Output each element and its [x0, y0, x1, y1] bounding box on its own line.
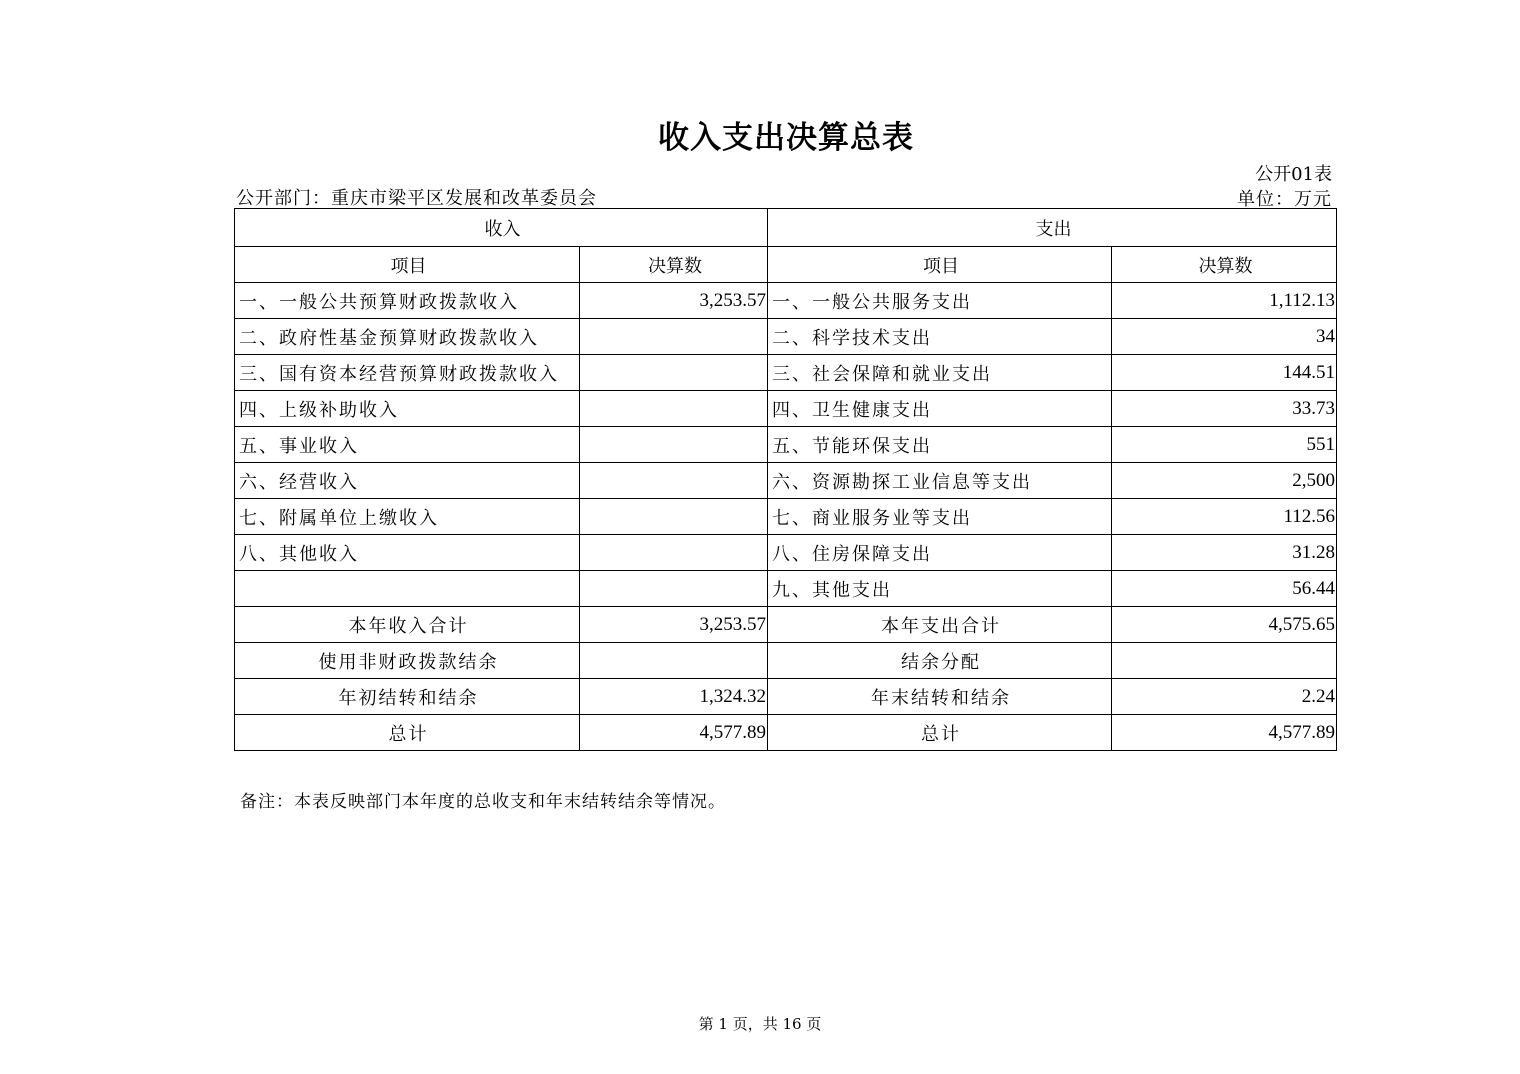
table-row [235, 355, 1337, 391]
summary-row [235, 643, 1337, 679]
table-row [235, 427, 1337, 463]
expense-item-cell: 三、社会保障和就业支出 [768, 355, 1112, 391]
income-amount-cell [580, 535, 768, 571]
form-code: 公开01表 [1255, 164, 1332, 185]
expense-amount-cell: 144.51 [1112, 355, 1337, 391]
section-header-row [235, 209, 1337, 247]
expense-amount-cell: 551 [1112, 427, 1337, 463]
income-item-cell: 使用非财政拨款结余 [235, 643, 580, 679]
expense-item-cell: 二、科学技术支出 [768, 319, 1112, 355]
expense-item-cell: 七、商业服务业等支出 [768, 499, 1112, 535]
expense-amount-cell: 56.44 [1112, 571, 1337, 607]
expense-item-cell: 本年支出合计 [768, 607, 1112, 643]
expense-amount-cell: 2,500 [1112, 463, 1337, 499]
summary-row [235, 715, 1337, 751]
table-row [235, 391, 1337, 427]
expense-amount-header: 决算数 [1112, 247, 1337, 283]
summary-row [235, 679, 1337, 715]
summary-row [235, 607, 1337, 643]
income-item-cell: 年初结转和结余 [235, 679, 580, 715]
expense-item-cell: 年末结转和结余 [768, 679, 1112, 715]
income-amount-cell [580, 571, 768, 607]
income-amount-cell [580, 355, 768, 391]
table-row [235, 463, 1337, 499]
income-amount-cell: 3,253.57 [580, 607, 768, 643]
expense-amount-cell: 33.73 [1112, 391, 1337, 427]
department-label: 公开部门：重庆市梁平区发展和改革委员会 [236, 188, 597, 209]
expense-amount-cell: 1,112.13 [1112, 283, 1337, 319]
income-amount-cell [580, 427, 768, 463]
expense-item-cell: 四、卫生健康支出 [768, 391, 1112, 427]
expense-item-cell: 九、其他支出 [768, 571, 1112, 607]
table-row [235, 499, 1337, 535]
income-amount-cell [580, 391, 768, 427]
income-item-header: 项目 [235, 247, 580, 283]
table-row [235, 319, 1337, 355]
income-amount-cell [580, 643, 768, 679]
expense-item-cell: 六、资源勘探工业信息等支出 [768, 463, 1112, 499]
income-amount-cell [580, 499, 768, 535]
table-row [235, 571, 1337, 607]
table-row [235, 283, 1337, 319]
budget-summary-table [234, 208, 1337, 751]
expense-item-cell: 五、节能环保支出 [768, 427, 1112, 463]
income-item-cell: 本年收入合计 [235, 607, 580, 643]
income-section-header: 收入 [235, 209, 768, 247]
income-item-cell: 一、一般公共预算财政拨款收入 [235, 283, 580, 319]
table-row [235, 535, 1337, 571]
income-item-cell: 五、事业收入 [235, 427, 580, 463]
unit-label: 单位：万元 [1237, 189, 1332, 210]
expense-amount-cell: 4,577.89 [1112, 715, 1337, 751]
page-title: 收入支出决算总表 [658, 120, 914, 156]
income-item-cell: 八、其他收入 [235, 535, 580, 571]
income-item-cell: 二、政府性基金预算财政拨款收入 [235, 319, 580, 355]
expense-amount-cell: 31.28 [1112, 535, 1337, 571]
page-footer: 第 1 页，共 16 页 [698, 1015, 822, 1033]
expense-amount-cell: 4,575.65 [1112, 607, 1337, 643]
expense-item-cell: 八、住房保障支出 [768, 535, 1112, 571]
expense-item-cell: 结余分配 [768, 643, 1112, 679]
income-item-cell: 六、经营收入 [235, 463, 580, 499]
column-header-row [235, 247, 1337, 283]
expense-amount-cell [1112, 643, 1337, 679]
income-item-cell: 总计 [235, 715, 580, 751]
income-amount-cell: 3,253.57 [580, 283, 768, 319]
expense-item-header: 项目 [768, 247, 1112, 283]
income-amount-cell: 1,324.32 [580, 679, 768, 715]
income-amount-cell [580, 319, 768, 355]
income-item-cell: 四、上级补助收入 [235, 391, 580, 427]
expense-item-cell: 一、一般公共服务支出 [768, 283, 1112, 319]
table-note: 备注：本表反映部门本年度的总收支和年末结转结余等情况。 [240, 792, 726, 812]
income-amount-cell [580, 463, 768, 499]
expense-amount-cell: 2.24 [1112, 679, 1337, 715]
income-item-cell: 七、附属单位上缴收入 [235, 499, 580, 535]
income-item-cell: 三、国有资本经营预算财政拨款收入 [235, 355, 580, 391]
expense-amount-cell: 34 [1112, 319, 1337, 355]
income-item-cell [235, 571, 580, 607]
expense-item-cell: 总计 [768, 715, 1112, 751]
expense-amount-cell: 112.56 [1112, 499, 1337, 535]
income-amount-cell: 4,577.89 [580, 715, 768, 751]
expense-section-header: 支出 [768, 209, 1337, 247]
income-amount-header: 决算数 [580, 247, 768, 283]
